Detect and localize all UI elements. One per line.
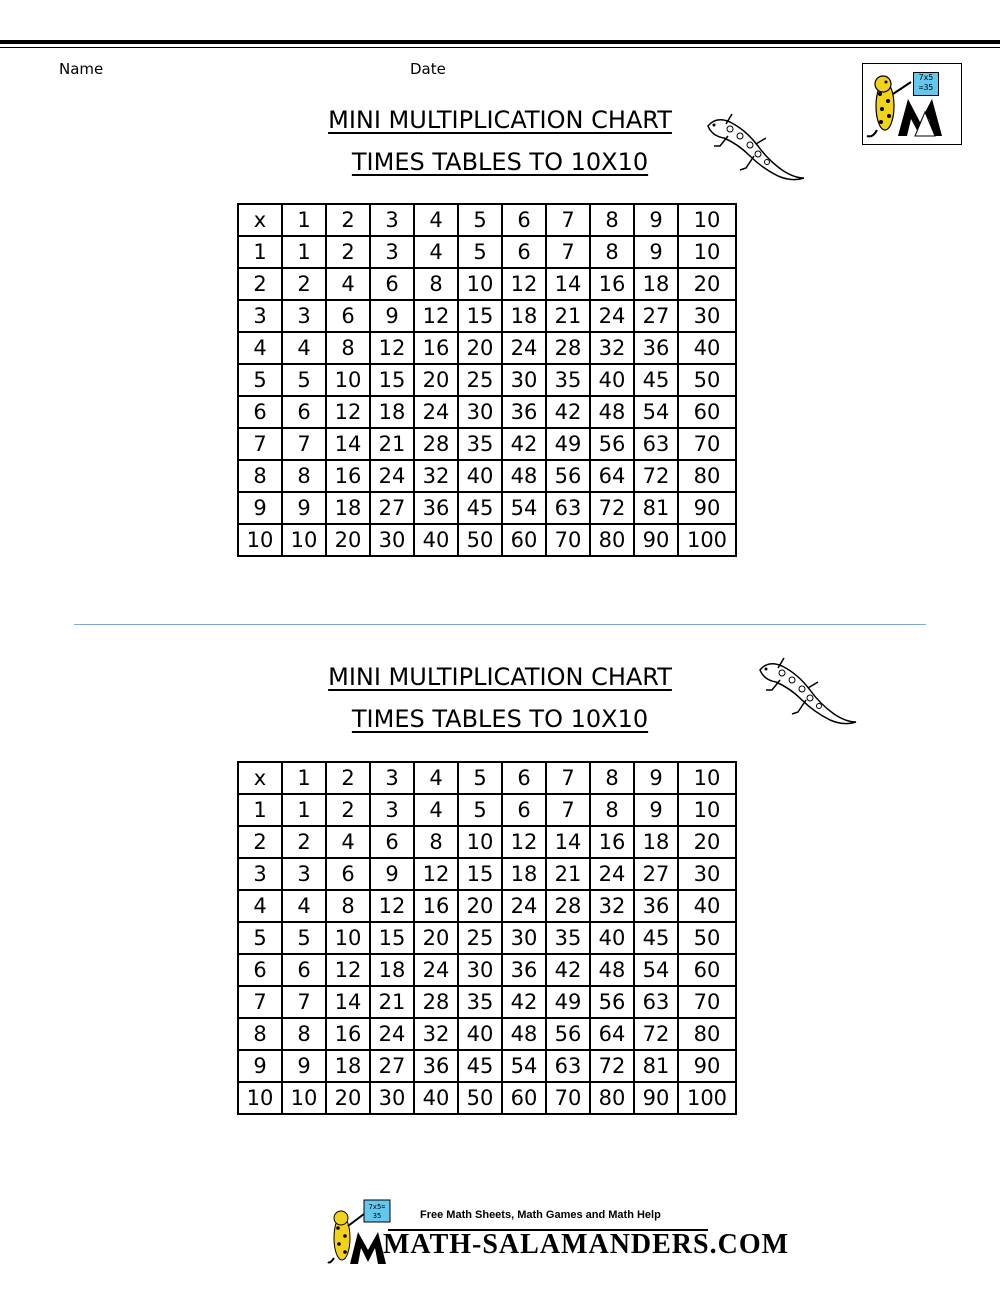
table-cell: 24 bbox=[502, 332, 546, 364]
table-cell: 27 bbox=[370, 492, 414, 524]
table-cell: 30 bbox=[502, 364, 546, 396]
header-cell: 3 bbox=[370, 762, 414, 794]
table-cell: 40 bbox=[414, 524, 458, 556]
table-cell: 6 bbox=[502, 236, 546, 268]
table-cell: 40 bbox=[678, 890, 736, 922]
table-cell: 27 bbox=[634, 300, 678, 332]
table-cell: 2 bbox=[326, 236, 370, 268]
table-row bbox=[238, 1018, 736, 1050]
row-header-cell: 4 bbox=[238, 890, 282, 922]
table-cell: 12 bbox=[370, 332, 414, 364]
table-cell: 20 bbox=[458, 332, 502, 364]
table-cell: 32 bbox=[590, 890, 634, 922]
table-row bbox=[238, 858, 736, 890]
row-header-cell: 1 bbox=[238, 236, 282, 268]
table-cell: 6 bbox=[326, 858, 370, 890]
table-cell: 15 bbox=[370, 364, 414, 396]
table-cell: 32 bbox=[414, 1018, 458, 1050]
table-cell: 16 bbox=[590, 826, 634, 858]
table-cell: 60 bbox=[502, 524, 546, 556]
table-cell: 90 bbox=[678, 492, 736, 524]
table-cell: 4 bbox=[414, 794, 458, 826]
table-cell: 8 bbox=[414, 268, 458, 300]
salamander-icon bbox=[752, 656, 860, 728]
table-cell: 27 bbox=[370, 1050, 414, 1082]
table-cell: 42 bbox=[502, 428, 546, 460]
table-cell: 72 bbox=[590, 1050, 634, 1082]
table-cell: 20 bbox=[678, 268, 736, 300]
table-cell: 9 bbox=[634, 236, 678, 268]
table-cell: 7 bbox=[546, 236, 590, 268]
table-cell: 28 bbox=[546, 890, 590, 922]
table-cell: 25 bbox=[458, 364, 502, 396]
row-header-cell: 2 bbox=[238, 268, 282, 300]
table-cell: 32 bbox=[590, 332, 634, 364]
table-cell: 100 bbox=[678, 1082, 736, 1114]
header-cell: 2 bbox=[326, 762, 370, 794]
table-cell: 10 bbox=[326, 364, 370, 396]
row-header-cell: 7 bbox=[238, 428, 282, 460]
table-row bbox=[238, 954, 736, 986]
header-cell: 1 bbox=[282, 204, 326, 236]
table-cell: 14 bbox=[546, 268, 590, 300]
table-cell: 63 bbox=[634, 428, 678, 460]
table-cell: 48 bbox=[502, 460, 546, 492]
header-cell: 9 bbox=[634, 762, 678, 794]
table-cell: 10 bbox=[458, 826, 502, 858]
table-cell: 32 bbox=[414, 460, 458, 492]
table-cell: 35 bbox=[458, 428, 502, 460]
table-cell: 4 bbox=[326, 826, 370, 858]
table-cell: 2 bbox=[282, 826, 326, 858]
table-cell: 14 bbox=[326, 428, 370, 460]
table-cell: 50 bbox=[458, 1082, 502, 1114]
table-cell: 6 bbox=[282, 396, 326, 428]
chart-2-title: MINI MULTIPLICATION CHART bbox=[328, 663, 672, 691]
table-cell: 35 bbox=[546, 364, 590, 396]
table-cell: 48 bbox=[590, 396, 634, 428]
table-cell: 45 bbox=[634, 922, 678, 954]
table-cell: 6 bbox=[326, 300, 370, 332]
table-cell: 56 bbox=[546, 1018, 590, 1050]
table-cell: 60 bbox=[678, 954, 736, 986]
header-cell: 7 bbox=[546, 204, 590, 236]
table-cell: 30 bbox=[678, 858, 736, 890]
row-header-cell: 9 bbox=[238, 492, 282, 524]
table-cell: 8 bbox=[414, 826, 458, 858]
table-row bbox=[238, 300, 736, 332]
table-cell: 30 bbox=[370, 524, 414, 556]
table-cell: 30 bbox=[458, 396, 502, 428]
row-header-cell: 5 bbox=[238, 364, 282, 396]
table-cell: 60 bbox=[502, 1082, 546, 1114]
table-cell: 24 bbox=[590, 858, 634, 890]
table-cell: 9 bbox=[282, 492, 326, 524]
table-cell: 35 bbox=[458, 986, 502, 1018]
table-row bbox=[238, 1050, 736, 1082]
table-cell: 27 bbox=[634, 858, 678, 890]
table-cell: 1 bbox=[282, 794, 326, 826]
table-cell: 21 bbox=[546, 300, 590, 332]
header-cell: 5 bbox=[458, 762, 502, 794]
table-cell: 56 bbox=[546, 460, 590, 492]
table-cell: 49 bbox=[546, 428, 590, 460]
table-cell: 72 bbox=[634, 1018, 678, 1050]
table-cell: 81 bbox=[634, 1050, 678, 1082]
table-cell: 10 bbox=[326, 922, 370, 954]
table-cell: 80 bbox=[590, 1082, 634, 1114]
row-header-cell: 5 bbox=[238, 922, 282, 954]
table-cell: 12 bbox=[326, 396, 370, 428]
table-cell: 21 bbox=[370, 428, 414, 460]
table-cell: 90 bbox=[634, 1082, 678, 1114]
table-cell: 16 bbox=[414, 332, 458, 364]
header-cell: 3 bbox=[370, 204, 414, 236]
salamander-icon bbox=[700, 112, 808, 184]
header-cell: 1 bbox=[282, 762, 326, 794]
table-cell: 56 bbox=[590, 428, 634, 460]
salamander-logo-icon bbox=[862, 63, 962, 145]
table-cell: 7 bbox=[282, 986, 326, 1018]
table-header-row bbox=[238, 204, 736, 236]
table-cell: 30 bbox=[678, 300, 736, 332]
table-cell: 63 bbox=[546, 492, 590, 524]
table-cell: 42 bbox=[546, 396, 590, 428]
table-cell: 36 bbox=[502, 954, 546, 986]
table-cell: 54 bbox=[502, 492, 546, 524]
table-cell: 24 bbox=[414, 954, 458, 986]
table-cell: 10 bbox=[678, 236, 736, 268]
row-header-cell: 10 bbox=[238, 1082, 282, 1114]
svg-text:7x5=: 7x5= bbox=[368, 1203, 386, 1211]
header-cell: 2 bbox=[326, 204, 370, 236]
table-row bbox=[238, 826, 736, 858]
table-cell: 80 bbox=[590, 524, 634, 556]
table-cell: 42 bbox=[546, 954, 590, 986]
table-row bbox=[238, 986, 736, 1018]
table-cell: 80 bbox=[678, 1018, 736, 1050]
footer-tagline: Free Math Sheets, Math Games and Math Help bbox=[420, 1209, 661, 1221]
section-divider bbox=[74, 624, 926, 625]
table-cell: 18 bbox=[634, 268, 678, 300]
table-cell: 60 bbox=[678, 396, 736, 428]
table-row bbox=[238, 524, 736, 556]
table-row bbox=[238, 922, 736, 954]
table-row bbox=[238, 268, 736, 300]
table-row bbox=[238, 428, 736, 460]
table-cell: 80 bbox=[678, 460, 736, 492]
table-cell: 5 bbox=[458, 794, 502, 826]
table-cell: 56 bbox=[590, 986, 634, 1018]
table-cell: 30 bbox=[502, 922, 546, 954]
table-cell: 90 bbox=[634, 524, 678, 556]
table-cell: 4 bbox=[282, 890, 326, 922]
footer-site-name[interactable]: MATH-SALAMANDERS.COM bbox=[383, 1229, 790, 1260]
row-header-cell: 8 bbox=[238, 1018, 282, 1050]
table-row bbox=[238, 332, 736, 364]
row-header-cell: 6 bbox=[238, 396, 282, 428]
table-cell: 18 bbox=[326, 492, 370, 524]
table-cell: 8 bbox=[590, 794, 634, 826]
row-header-cell: 10 bbox=[238, 524, 282, 556]
row-header-cell: 3 bbox=[238, 300, 282, 332]
table-cell: 15 bbox=[370, 922, 414, 954]
table-cell: 70 bbox=[678, 986, 736, 1018]
table-cell: 24 bbox=[370, 460, 414, 492]
table-cell: 28 bbox=[546, 332, 590, 364]
table-row bbox=[238, 1082, 736, 1114]
header-cell: 7 bbox=[546, 762, 590, 794]
table-cell: 54 bbox=[502, 1050, 546, 1082]
chart-1-title: MINI MULTIPLICATION CHART bbox=[328, 106, 672, 134]
table-cell: 20 bbox=[414, 922, 458, 954]
table-row bbox=[238, 460, 736, 492]
table-cell: 63 bbox=[634, 986, 678, 1018]
table-cell: 8 bbox=[282, 1018, 326, 1050]
multiplication-table-2 bbox=[237, 761, 737, 1115]
table-cell: 49 bbox=[546, 986, 590, 1018]
name-label: Name bbox=[59, 60, 104, 78]
table-cell: 21 bbox=[546, 858, 590, 890]
table-cell: 18 bbox=[370, 396, 414, 428]
table-cell: 12 bbox=[414, 300, 458, 332]
table-cell: 20 bbox=[678, 826, 736, 858]
table-cell: 18 bbox=[326, 1050, 370, 1082]
table-cell: 64 bbox=[590, 1018, 634, 1050]
logo-board-line1: 7x5 bbox=[918, 73, 934, 82]
table-cell: 3 bbox=[282, 300, 326, 332]
table-cell: 3 bbox=[370, 794, 414, 826]
header-cell: 5 bbox=[458, 204, 502, 236]
table-cell: 25 bbox=[458, 922, 502, 954]
table-cell: 9 bbox=[370, 858, 414, 890]
table-cell: 5 bbox=[282, 364, 326, 396]
table-row bbox=[238, 364, 736, 396]
table-cell: 12 bbox=[326, 954, 370, 986]
table-cell: 48 bbox=[590, 954, 634, 986]
table-cell: 14 bbox=[326, 986, 370, 1018]
table-cell: 24 bbox=[502, 890, 546, 922]
table-cell: 63 bbox=[546, 1050, 590, 1082]
date-label: Date bbox=[410, 60, 446, 78]
chart-2-subtitle: TIMES TABLES TO 10X10 bbox=[351, 705, 649, 733]
table-row bbox=[238, 794, 736, 826]
table-cell: 4 bbox=[282, 332, 326, 364]
row-header-cell: 1 bbox=[238, 794, 282, 826]
table-cell: 90 bbox=[678, 1050, 736, 1082]
table-row bbox=[238, 236, 736, 268]
table-cell: 10 bbox=[678, 794, 736, 826]
table-cell: 3 bbox=[370, 236, 414, 268]
multiplication-table-1 bbox=[237, 203, 737, 557]
table-cell: 20 bbox=[326, 524, 370, 556]
table-cell: 36 bbox=[414, 1050, 458, 1082]
table-cell: 4 bbox=[326, 268, 370, 300]
table-cell: 21 bbox=[370, 986, 414, 1018]
table-cell: 50 bbox=[458, 524, 502, 556]
row-header-cell: 4 bbox=[238, 332, 282, 364]
table-cell: 45 bbox=[458, 1050, 502, 1082]
table-cell: 16 bbox=[326, 1018, 370, 1050]
table-cell: 8 bbox=[590, 236, 634, 268]
table-cell: 40 bbox=[414, 1082, 458, 1114]
table-cell: 9 bbox=[370, 300, 414, 332]
header-cell: 6 bbox=[502, 204, 546, 236]
table-cell: 35 bbox=[546, 922, 590, 954]
table-cell: 16 bbox=[326, 460, 370, 492]
top-rule bbox=[0, 40, 1000, 44]
row-header-cell: 3 bbox=[238, 858, 282, 890]
table-cell: 2 bbox=[282, 268, 326, 300]
table-cell: 42 bbox=[502, 986, 546, 1018]
table-cell: 6 bbox=[282, 954, 326, 986]
row-header-cell: 2 bbox=[238, 826, 282, 858]
table-cell: 18 bbox=[634, 826, 678, 858]
table-cell: 28 bbox=[414, 986, 458, 1018]
table-row bbox=[238, 396, 736, 428]
table-cell: 81 bbox=[634, 492, 678, 524]
header-cell: 6 bbox=[502, 762, 546, 794]
table-cell: 24 bbox=[370, 1018, 414, 1050]
table-cell: 7 bbox=[282, 428, 326, 460]
header-cell: 4 bbox=[414, 762, 458, 794]
header-cell: 4 bbox=[414, 204, 458, 236]
table-cell: 18 bbox=[502, 858, 546, 890]
table-cell: 14 bbox=[546, 826, 590, 858]
table-cell: 36 bbox=[502, 396, 546, 428]
table-cell: 12 bbox=[502, 826, 546, 858]
table-cell: 6 bbox=[370, 268, 414, 300]
table-cell: 50 bbox=[678, 364, 736, 396]
table-cell: 20 bbox=[458, 890, 502, 922]
row-header-cell: 7 bbox=[238, 986, 282, 1018]
table-cell: 5 bbox=[282, 922, 326, 954]
table-cell: 20 bbox=[326, 1082, 370, 1114]
header-cell: 10 bbox=[678, 762, 736, 794]
table-cell: 6 bbox=[502, 794, 546, 826]
table-cell: 45 bbox=[634, 364, 678, 396]
table-cell: 12 bbox=[370, 890, 414, 922]
header-cell: x bbox=[238, 762, 282, 794]
table-cell: 70 bbox=[546, 524, 590, 556]
table-cell: 36 bbox=[634, 332, 678, 364]
table-cell: 16 bbox=[590, 268, 634, 300]
table-cell: 40 bbox=[678, 332, 736, 364]
table-cell: 15 bbox=[458, 858, 502, 890]
table-cell: 1 bbox=[282, 236, 326, 268]
header-cell: 8 bbox=[590, 204, 634, 236]
table-cell: 4 bbox=[414, 236, 458, 268]
table-cell: 100 bbox=[678, 524, 736, 556]
table-cell: 16 bbox=[414, 890, 458, 922]
table-row bbox=[238, 492, 736, 524]
chart-1-subtitle: TIMES TABLES TO 10X10 bbox=[351, 148, 649, 176]
header-cell: x bbox=[238, 204, 282, 236]
table-cell: 8 bbox=[326, 890, 370, 922]
table-cell: 70 bbox=[678, 428, 736, 460]
table-cell: 64 bbox=[590, 460, 634, 492]
table-cell: 10 bbox=[458, 268, 502, 300]
table-cell: 40 bbox=[590, 922, 634, 954]
table-cell: 9 bbox=[282, 1050, 326, 1082]
table-cell: 72 bbox=[634, 460, 678, 492]
table-cell: 9 bbox=[634, 794, 678, 826]
table-header-row bbox=[238, 762, 736, 794]
row-header-cell: 6 bbox=[238, 954, 282, 986]
table-cell: 15 bbox=[458, 300, 502, 332]
table-cell: 48 bbox=[502, 1018, 546, 1050]
table-cell: 40 bbox=[590, 364, 634, 396]
logo-board-line2: =35 bbox=[918, 83, 934, 92]
table-cell: 10 bbox=[282, 1082, 326, 1114]
svg-text:35: 35 bbox=[372, 1212, 382, 1220]
top-rule-thin bbox=[0, 47, 1000, 48]
table-cell: 30 bbox=[458, 954, 502, 986]
table-cell: 70 bbox=[546, 1082, 590, 1114]
table-cell: 24 bbox=[590, 300, 634, 332]
logo-board bbox=[913, 72, 939, 96]
table-cell: 72 bbox=[590, 492, 634, 524]
table-cell: 36 bbox=[414, 492, 458, 524]
table-cell: 54 bbox=[634, 954, 678, 986]
table-cell: 8 bbox=[326, 332, 370, 364]
table-cell: 30 bbox=[370, 1082, 414, 1114]
table-cell: 20 bbox=[414, 364, 458, 396]
row-header-cell: 9 bbox=[238, 1050, 282, 1082]
header-cell: 9 bbox=[634, 204, 678, 236]
table-cell: 10 bbox=[282, 524, 326, 556]
table-cell: 40 bbox=[458, 1018, 502, 1050]
table-cell: 3 bbox=[282, 858, 326, 890]
table-cell: 18 bbox=[502, 300, 546, 332]
table-cell: 40 bbox=[458, 460, 502, 492]
table-cell: 12 bbox=[502, 268, 546, 300]
header-cell: 10 bbox=[678, 204, 736, 236]
table-cell: 54 bbox=[634, 396, 678, 428]
table-cell: 7 bbox=[546, 794, 590, 826]
table-cell: 18 bbox=[370, 954, 414, 986]
table-cell: 28 bbox=[414, 428, 458, 460]
table-cell: 8 bbox=[282, 460, 326, 492]
table-cell: 50 bbox=[678, 922, 736, 954]
table-cell: 24 bbox=[414, 396, 458, 428]
table-cell: 2 bbox=[326, 794, 370, 826]
table-row bbox=[238, 890, 736, 922]
table-cell: 5 bbox=[458, 236, 502, 268]
table-cell: 12 bbox=[414, 858, 458, 890]
table-cell: 45 bbox=[458, 492, 502, 524]
header-cell: 8 bbox=[590, 762, 634, 794]
table-cell: 6 bbox=[370, 826, 414, 858]
row-header-cell: 8 bbox=[238, 460, 282, 492]
table-cell: 36 bbox=[634, 890, 678, 922]
